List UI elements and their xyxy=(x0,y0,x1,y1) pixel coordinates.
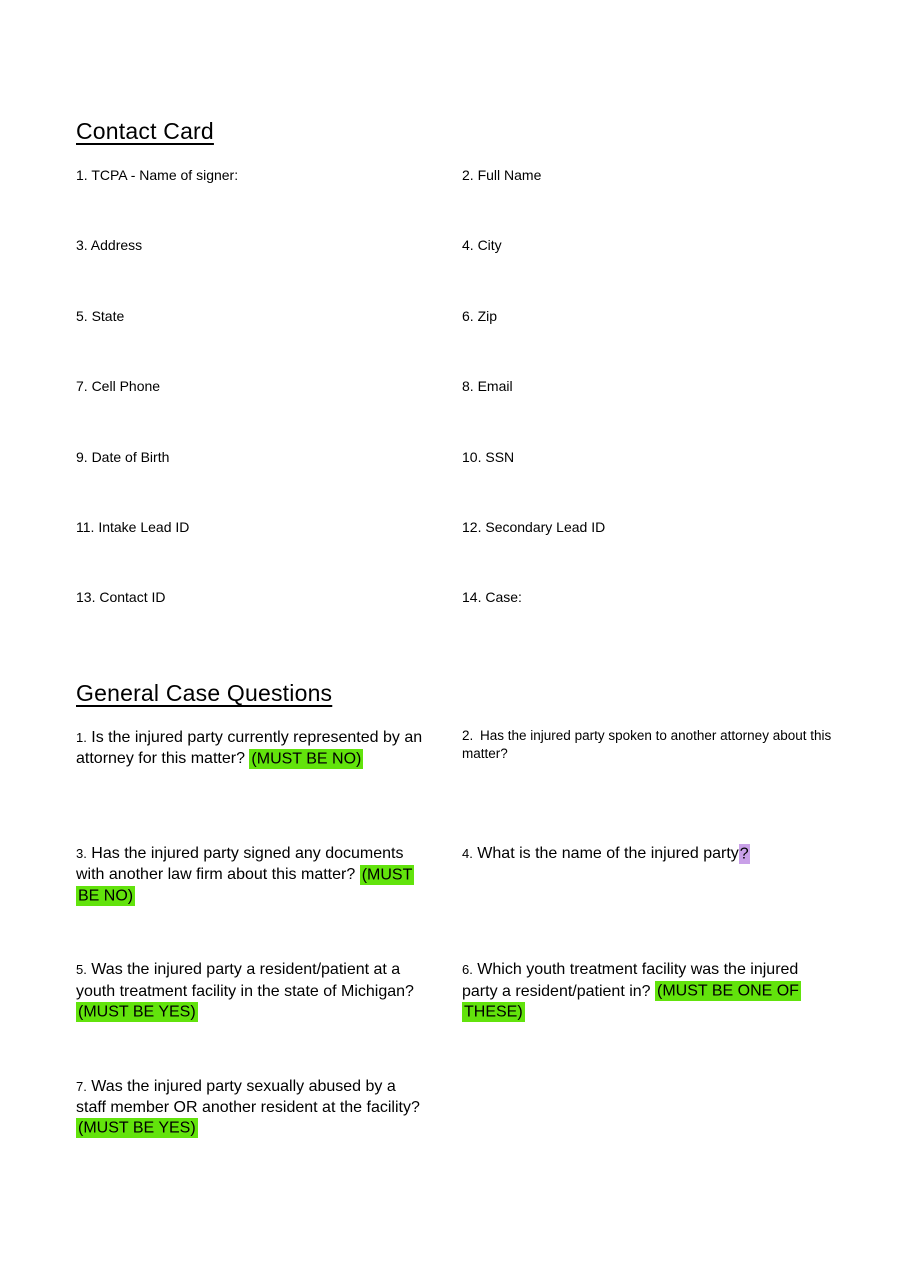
question-4-text: What is the name of the injured party xyxy=(472,845,739,863)
question-1-text: Is the injured party currently represented by an attorney for this matter? xyxy=(76,729,423,768)
field-ssn: 10. SSN xyxy=(462,448,515,465)
question-7 xyxy=(76,1076,428,1192)
question-2 xyxy=(462,727,836,843)
question-5 xyxy=(76,959,428,1075)
field-full-name: 2. Full Name xyxy=(462,167,542,183)
question-4-number: 4. xyxy=(462,846,473,862)
question-2-number: 2. xyxy=(462,728,474,743)
question-7-text: Was the injured party sexually abused by a staff member OR another resident at the facility? xyxy=(76,1077,420,1116)
field-state: 5. State xyxy=(76,307,125,324)
question-3-number: 3. xyxy=(76,846,87,862)
field-zip: 6. Zip xyxy=(462,307,498,324)
highlight-green: (MUST BE NO) xyxy=(251,750,362,768)
highlight-green: (MUST BE NO) xyxy=(78,866,413,905)
question-2-text: Has the injured party spoken to another attorney about this matter? xyxy=(462,728,832,761)
question-5-text: Was the injured party a resident/patient at a youth treatment facility in the state of Michigan? xyxy=(76,961,414,1000)
question-6-number: 6. xyxy=(462,962,473,978)
field-tcpa-name-of-signer: 1. TCPA - Name of signer: xyxy=(76,167,239,183)
field-date-of-birth: 9. Date of Birth xyxy=(76,448,170,465)
field-contact-id: 13. Contact ID xyxy=(76,589,166,606)
question-5-number: 5. xyxy=(76,962,87,978)
field-secondary-lead-id: 12. Secondary Lead ID xyxy=(462,518,606,535)
question-3 xyxy=(76,843,428,959)
contact-card-heading: Contact Card xyxy=(76,118,214,144)
field-cell-phone: 7. Cell Phone xyxy=(76,378,161,395)
question-1 xyxy=(76,727,428,843)
question-4 xyxy=(462,843,836,959)
highlight-green: (MUST BE YES) xyxy=(78,1003,196,1021)
question-6-text: Which youth treatment facility was the injured party a resident/patient in? xyxy=(462,961,799,1000)
highlight-green: (MUST BE YES) xyxy=(78,1119,196,1137)
question-7-number: 7. xyxy=(76,1078,87,1094)
contact-card-fields xyxy=(76,166,842,659)
field-email: 8. Email xyxy=(462,378,513,395)
general-case-questions xyxy=(76,727,838,1192)
question-1-number: 1. xyxy=(76,730,87,745)
highlight-green: (MUST BE ONE OF THESE) xyxy=(464,982,799,1021)
field-case: 14. Case: xyxy=(462,589,522,606)
general-case-questions-heading: General Case Questions xyxy=(76,680,333,706)
question-6 xyxy=(462,959,836,1075)
highlight-purple: ? xyxy=(739,845,749,863)
field-address: 3. Address xyxy=(76,237,143,254)
field-city: 4. City xyxy=(462,237,502,254)
question-3-text: Has the injured party signed any documents with another law firm about this matter? xyxy=(76,845,404,884)
field-intake-lead-id: 11. Intake Lead ID xyxy=(76,518,190,535)
